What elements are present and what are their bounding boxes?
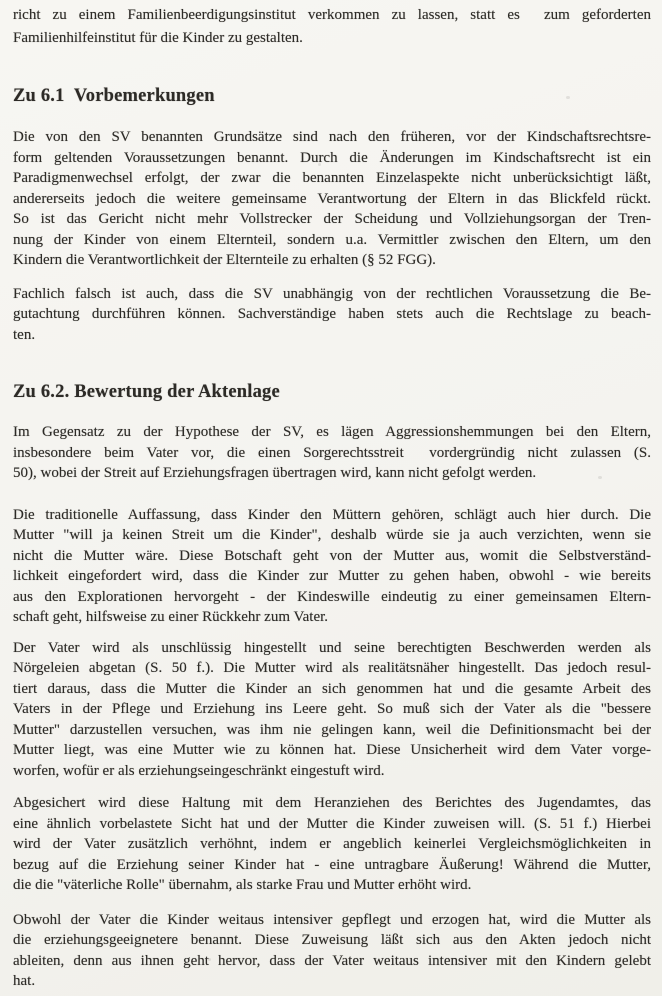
text-line: Mutter liegt, was eine Mutter wie zu können hat. Diese Unsicherheit wird dem Vater vorge- [13, 742, 651, 758]
text-line: worfen, wofür er als erziehungseingeschränkt eingestuft wird. [13, 762, 385, 779]
text-line: bezug auf die Erziehung seiner Kinder hat - eine untragbare Äußerung! Während die Mutter, [13, 856, 651, 873]
text-line: ableiten, denn aus ihnen geht hervor, dass der Vater weitaus intensiver mit den Kindern gelebt [13, 952, 651, 969]
text-line: form geltenden Voraussetzungen benannt. Durch die Änderungen im Kindschaftsrecht ist ein [13, 149, 651, 166]
text-line: tiert daraus, dass die Mutter die Kinder an sich genommen hat und die gesamte Arbeit des [13, 680, 651, 697]
body-paragraph [13, 910, 651, 992]
text-line: nung der Kinder von einem Elternteil, sondern u.a. Vermittler zwischen den Eltern, um den [13, 231, 651, 248]
text-line: lichkeit eingefordert wird, dass die Kinder zur Mutter zu gehen haben, obwohl - wie bereits [13, 568, 651, 584]
text-line: Die von den SV benannten Grundsätze sind nach den früheren, vor der Kindschaftsrechtsre- [13, 129, 651, 145]
scan-artifact [318, 163, 321, 166]
text-line: Abgesichert wird diese Haltung mit dem Heranziehen des Berichtes des Jugendamtes, das [13, 795, 651, 811]
text-line: So ist das Gericht nicht mehr Vollstrecker der Scheidung und Vollziehungsorgan der Tren- [13, 211, 651, 227]
scan-artifact [598, 476, 602, 479]
text-line: Familienhilfeinstitut für die Kinder zu gestalten. [13, 30, 303, 46]
scan-artifact [208, 958, 211, 961]
body-paragraph [13, 127, 651, 271]
text-line: wird der Vater zusätzlich verhöhnt, indem er angeblich keinerlei Vergleichsmöglichkeiten in [13, 836, 651, 852]
text-line: richt zu einem Familienbeerdigungsinstitut verkommen zu lassen, statt es zum geforderten [13, 7, 651, 23]
body-paragraph [13, 284, 651, 346]
section-heading-6-1: Zu 6.1 Vorbemerkungen [13, 86, 215, 106]
text-line: gutachtung durchführen können. Sachverständige haben stets auch die Rechtslage zu beach- [13, 306, 651, 322]
text-line: insbesondere beim Vater vor, die einen Sorgerechtsstreit vordergründig nicht zulassen (S. [13, 444, 651, 461]
text-line: Mutter "will ja keinen Streit um die Kinder", deshalb würde sie ja auch verzichten, wenn sie [13, 527, 651, 543]
text-line: nicht die Mutter wäre. Diese Botschaft geht von der Mutter aus, womit die Selbstverständ- [13, 547, 651, 564]
text-line: Kindern die Verantwortlichkeit der Elternteile zu erhalten (§ 52 FGG). [13, 252, 436, 268]
body-paragraph [13, 793, 651, 896]
continuation-paragraph [13, 4, 651, 50]
text-line: Nörgeleien abgetan (S. 50 f.). Die Mutter wird als realitätsnäher hingestellt. Das jedoch resul- [13, 660, 651, 676]
text-line: hat. [13, 973, 36, 989]
body-paragraph [13, 638, 651, 782]
text-line: Im Gegensatz zu der Hypothese der SV, es lägen Aggressionshemmungen bei den Eltern, [13, 424, 651, 440]
text-line: Die traditionelle Auffassung, dass Kinder den Müttern gehören, schlägt auch hier durch. Die [13, 506, 651, 523]
text-line: 50), wobei der Streit auf Erziehungsfragen übertragen wird, kann nicht gefolgt werden. [13, 465, 537, 481]
scan-artifact [566, 96, 570, 99]
text-line: aus den Explorationen hervorgeht - der Kindeswille eindeutig zu einer gemeinsamen Eltern- [13, 588, 651, 605]
text-line: Obwohl der Vater die Kinder weitaus intensiver gepflegt und erzogen hat, wird die Mutter als [13, 911, 651, 928]
text-line: andererseits jedoch die weitere gemeinsame Verantwortung der Eltern in das Blickfeld rückt. [13, 190, 651, 207]
text-line: schaft geht, hilfsweise zu einer Rückkehr zum Vater. [13, 609, 329, 625]
section-heading-6-2: Zu 6.2. Bewertung der Aktenlage [13, 382, 280, 402]
text-line: Der Vater wird als unschlüssig hingestellt und seine berechtigten Beschwerden werden als [13, 639, 651, 656]
text-line: die erziehungsgeeignetere benannt. Diese Zuweisung läßt sich aus den Akten jedoch nicht [13, 932, 651, 948]
text-line: Mutter" darzustellen versuchen, was ihm nie gelingen kann, weil die Definitionsmacht bei der [13, 721, 651, 738]
text-line: Vaters in der Pflege und Erziehung ins Leere geht. So muß sich der Vater als die "bessere [13, 701, 651, 717]
text-line: die die "väterliche Rolle" übernahm, als starke Frau und Mutter erhöht wird. [13, 877, 472, 893]
text-line: ten. [13, 326, 36, 343]
body-paragraph [13, 505, 651, 628]
body-paragraph [13, 422, 651, 484]
text-line: Fachlich falsch ist auch, dass die SV unabhängig von der rechtlichen Voraussetzung die Be- [13, 285, 651, 302]
text-line: Paradigmenwechsel erfolgt, der zwar die benannten Einzelaspekte nicht unberücksichtigt läßt, [13, 170, 651, 186]
text-line: eine ähnlich vorbelastete Sicht hat und der Mutter die Kinder zuweisen will. (S. 51 f.) Hierbei [13, 815, 651, 832]
